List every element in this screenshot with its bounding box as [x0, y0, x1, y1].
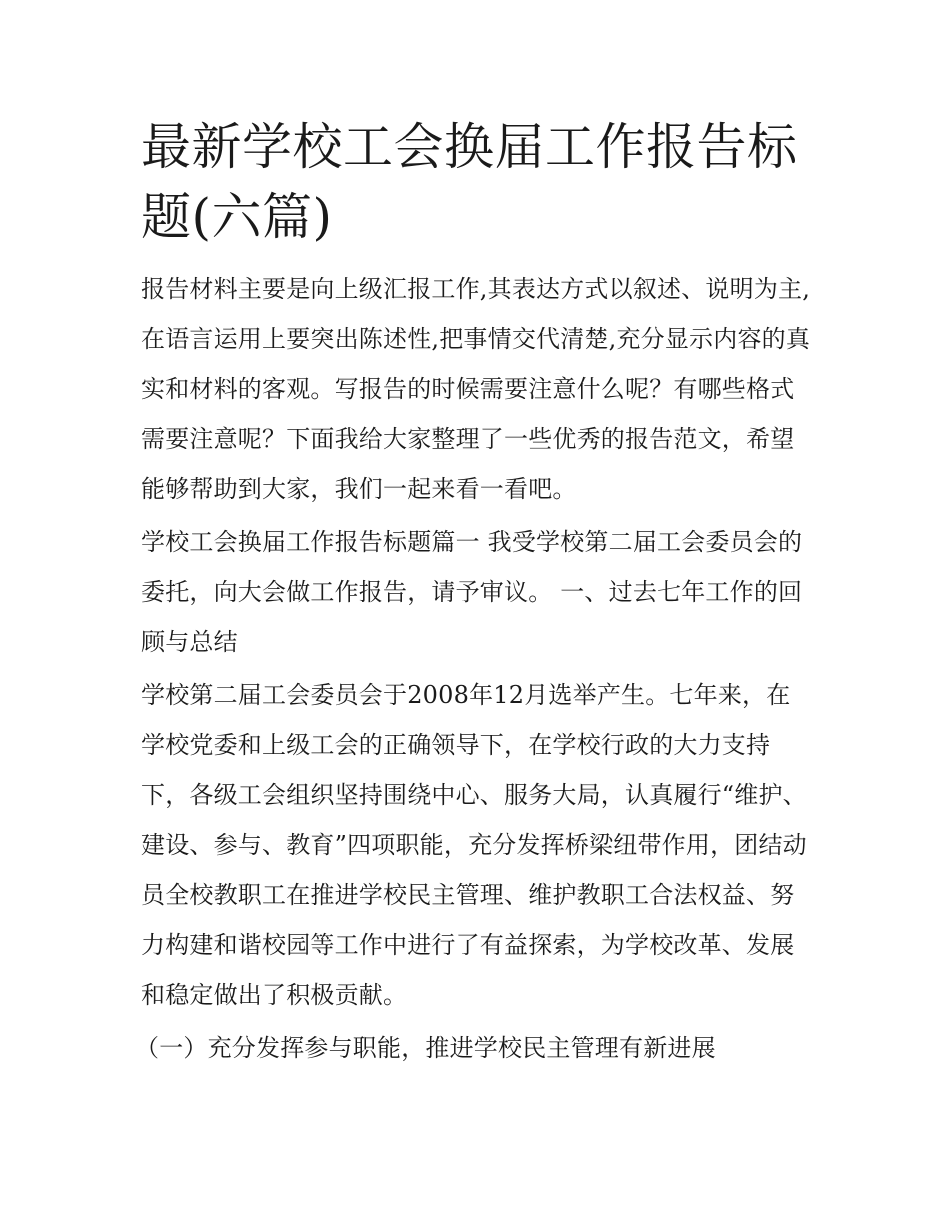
chapter-one-intro-paragraph: 学校工会换届工作报告标题篇一 我受学校第二届工会委员会的委托，向大会做工作报告，请予审议。 一、过去七年工作的回顾与总结 [141, 528, 803, 656]
document-body [135, 112, 813, 1076]
document-title: 最新学校工会换届工作报告标题(六篇) [141, 118, 798, 246]
section-heading: （一）充分发挥参与职能，推进学校民主管理有新进展 [135, 1034, 716, 1062]
review-summary-paragraph: 学校第二届工会委员会于2008年12月选举产生。七年来，在学校党委和上级工会的正确领导下，在学校行政的大力支持下，各级工会组织坚持围绕中心、服务大局，认真履行“维护、建设、参与、教育”四项职能，充分发挥桥梁纽带作用，团结动员全校教职工在推进学校民主管理、维护教职工合法权益、努力构建和谐校园等工作中进行了有益探索，为学校改革、发展和稳定做出了积极贡献。 [141, 681, 807, 1009]
intro-paragraph: 报告材料主要是向上级汇报工作,其表达方式以叙述、说明为主,在语言运用上要突出陈述性,把事情交代清楚,充分显示内容的真实和材料的客观。写报告的时候需要注意什么呢？有哪些格式需要注意呢？下面我给大家整理了一些优秀的报告范文，希望能够帮助到大家，我们一起来看一看吧。 [141, 275, 811, 503]
